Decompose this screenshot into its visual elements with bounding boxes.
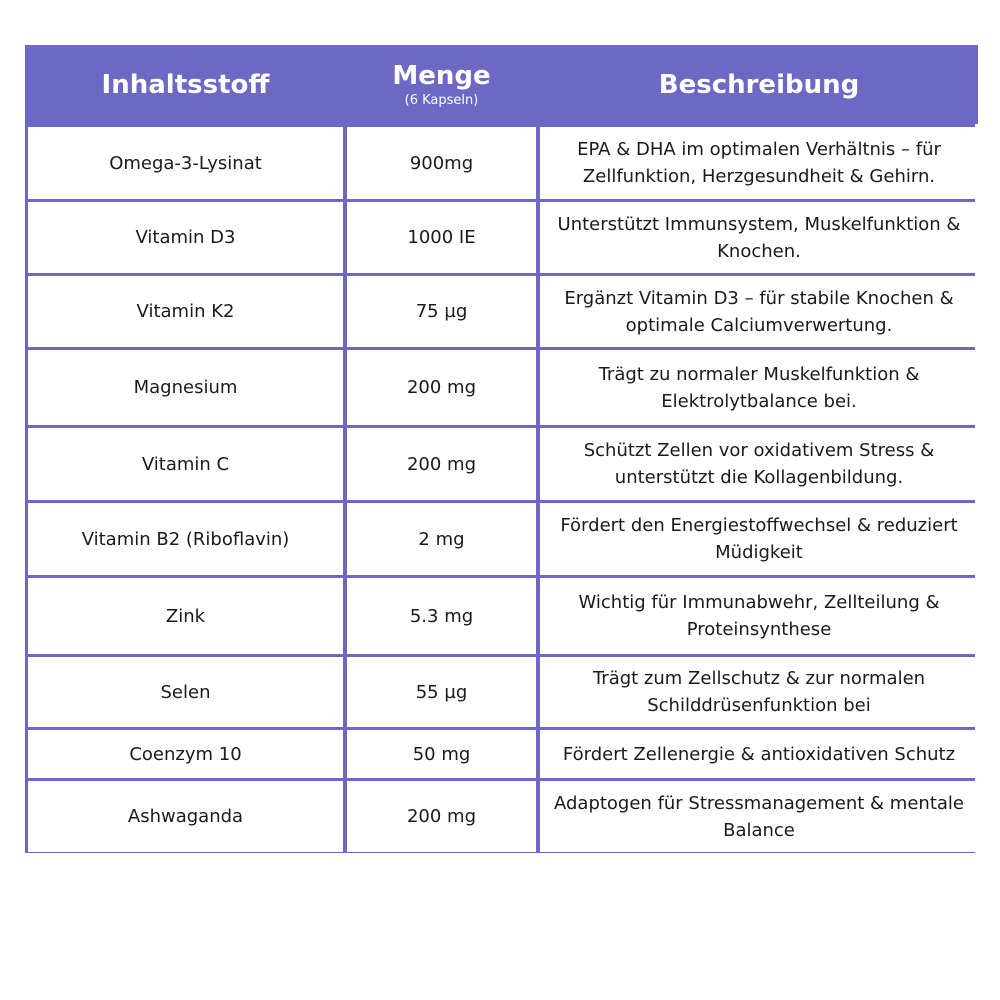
cell-ingredient: Magnesium [28,350,343,425]
cell-ingredient: Ashwaganda [28,781,343,852]
cell-description: Schützt Zellen vor oxidativem Stress & unterstützt die Kollagenbildung. [540,428,978,500]
cell-amount: 1000 IE [347,202,536,273]
header-description-label: Beschreibung [658,69,860,100]
cell-amount: 200 mg [347,350,536,425]
cell-description: Wichtig für Immunabwehr, Zellteilung & Proteinsynthese [540,578,978,654]
cell-amount: 5.3 mg [347,578,536,654]
ingredients-grid [25,45,975,853]
cell-amount: 55 µg [347,657,536,727]
cell-description: Fördert den Energiestoffwechsel & reduziert Müdigkeit [540,503,978,575]
cell-description: Unterstützt Immunsystem, Muskelfunktion & Knochen. [540,202,978,273]
cell-ingredient: Vitamin D3 [28,202,343,273]
header-amount [347,45,536,124]
cell-ingredient: Vitamin K2 [28,276,343,347]
cell-description: EPA & DHA im optimalen Verhältnis – für Zellfunktion, Herzgesundheit & Gehirn. [540,127,978,199]
cell-ingredient: Omega-3-Lysinat [28,127,343,199]
header-amount-sublabel: (6 Kapseln) [404,92,479,108]
cell-amount: 2 mg [347,503,536,575]
cell-amount: 75 µg [347,276,536,347]
cell-description: Fördert Zellenergie & antioxidativen Schutz [540,730,978,778]
cell-amount: 50 mg [347,730,536,778]
ingredients-table [25,45,975,853]
cell-ingredient: Vitamin C [28,428,343,500]
cell-amount: 200 mg [347,781,536,852]
cell-ingredient: Coenzym 10 [28,730,343,778]
cell-ingredient: Vitamin B2 (Riboflavin) [28,503,343,575]
cell-amount: 200 mg [347,428,536,500]
cell-amount: 900mg [347,127,536,199]
cell-ingredient: Zink [28,578,343,654]
header-description [540,45,978,124]
cell-description: Adaptogen für Stressmanagement & mentale Balance [540,781,978,852]
header-ingredient [28,45,343,124]
cell-ingredient: Selen [28,657,343,727]
header-amount-label: Menge [392,60,491,91]
header-ingredient-label: Inhaltsstoff [101,69,270,100]
cell-description: Trägt zum Zellschutz & zur normalen Schilddrüsenfunktion bei [540,657,978,727]
cell-description: Ergänzt Vitamin D3 – für stabile Knochen & optimale Calciumverwertung. [540,276,978,347]
cell-description: Trägt zu normaler Muskelfunktion & Elektrolytbalance bei. [540,350,978,425]
